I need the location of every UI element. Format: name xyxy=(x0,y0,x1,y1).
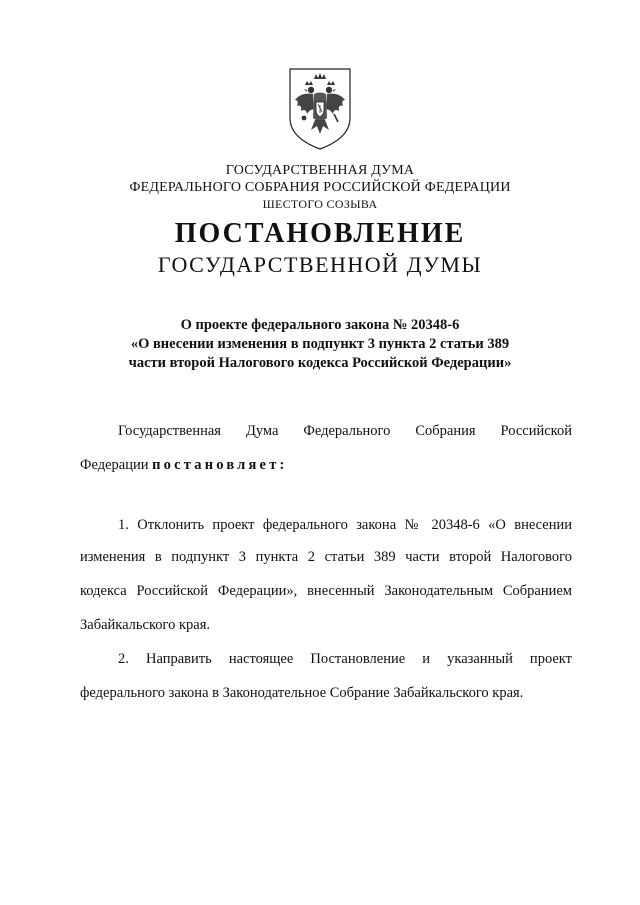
preamble-line2-start: Федерации xyxy=(80,457,149,473)
item1-line3: кодекса Российской Федерации», внесенный Законодательным Собранием xyxy=(80,583,572,599)
preamble-word: Дума xyxy=(245,423,279,439)
item1-line4: Забайкальского края. xyxy=(80,617,210,633)
preamble-word: Федерального xyxy=(303,423,391,439)
document-type-title: ПОСТАНОВЛЕНИЕ xyxy=(174,218,466,249)
preamble-verb: постановляет: xyxy=(152,457,288,473)
preamble-word: Российской xyxy=(500,423,572,439)
item1-line2: изменения в подпункт 3 пункта 2 статьи 389 части второй Налогового xyxy=(80,549,572,565)
preamble-line1 xyxy=(118,423,572,440)
preamble-line2 xyxy=(80,457,288,474)
russian-coat-of-arms-icon xyxy=(287,66,353,152)
subject-line1: О проекте федерального закона № 20348-6 xyxy=(180,317,460,333)
item2-line1: 2. Направить настоящее Постановление и указанный проект xyxy=(118,651,572,667)
preamble-word: Государственная xyxy=(118,423,221,439)
document-issuer-title: ГОСУДАРСТВЕННОЙ ДУМЫ xyxy=(157,252,483,277)
org-name-line2: ФЕДЕРАЛЬНОГО СОБРАНИЯ РОССИЙСКОЙ ФЕДЕРАЦИИ xyxy=(129,180,511,195)
subject-line2: «О внесении изменения в подпункт 3 пункта 2 статьи 389 xyxy=(130,336,510,352)
convocation-line: ШЕСТОГО СОЗЫВА xyxy=(262,197,378,211)
preamble-word: Собрания xyxy=(415,423,476,439)
item1-line1: 1. Отклонить проект федерального закона № 20348-6 «О внесении xyxy=(118,517,572,533)
item2-line2: федерального закона в Законодательное Собрание Забайкальского края. xyxy=(80,685,524,701)
org-name-line1: ГОСУДАРСТВЕННАЯ ДУМА xyxy=(225,163,415,178)
subject-line3: части второй Налогового кодекса Российской Федерации» xyxy=(128,355,512,371)
